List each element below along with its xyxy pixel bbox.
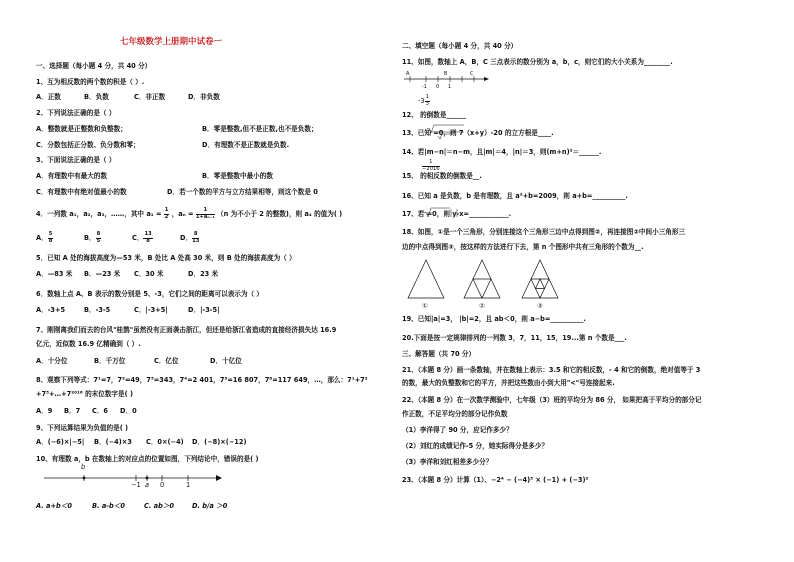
q8-option-a: A．9 — [36, 407, 53, 415]
question-5: 5．已知 A 处的海拔高度为—53 米，B 处比 A 处高 30 米，则 B 处的海拔高度为（ ） — [36, 254, 296, 262]
question-21-line-1: 21、（本题 8 分）画一条数轴，并在数轴上表示：3.5 和它的相反数，- 4 和它的倒数，绝对值等于 3 — [402, 366, 701, 374]
q1-option-a: A．正数 — [36, 93, 61, 101]
q10-axis-label-0: 0 — [160, 481, 165, 489]
section-answer-heading: 三、解答题（共 70 分） — [402, 350, 476, 358]
q10-option-c: C. ab＞0 — [144, 502, 174, 510]
q11-point-a: A — [406, 71, 410, 77]
q10-number-line — [44, 470, 244, 494]
q5-option-a: A．—83 米 — [36, 270, 73, 278]
section-choice-heading: 一、选择题（每小题 4 分，共 40 分） — [36, 62, 152, 70]
q7-option-b: B．千万位 — [94, 357, 126, 365]
q1-option-d: D．非负数 — [188, 93, 220, 101]
question-6: 6．数轴上点 A、B 表示的数分别是 5、-3，它们之间的距离可以表示为（ ） — [36, 290, 264, 298]
question-10: 10、有理数 a，b 在数轴上的对应点的位置如图，下列结论中，错误的是( ) — [36, 455, 259, 463]
q4-option-b: B． $\frac{8}{5}$ — [84, 231, 101, 244]
q7-option-a: A．十分位 — [36, 357, 68, 365]
q7-option-d: D．十亿位 — [210, 357, 242, 365]
question-8-line-1: 8、观察下列等式：7¹=7，7²=49，7³=343，7⁴=2 401，7⁵=16 807，7⁶=117 649，…，那么：7¹+7² — [36, 376, 368, 384]
q10-axis-label-a: a — [145, 481, 150, 489]
question-2: 2、下列说法正确的是（ ） — [36, 109, 116, 117]
q4-text-mid: ，aₙ = — [171, 210, 194, 219]
question-1: 1、互为相反数的两个数的积是（ ）. — [36, 78, 145, 86]
question-8-line-2: +7³+…+7²⁰¹⁶ 的末位数字是( ) — [36, 390, 133, 398]
question-4 — [36, 208, 342, 220]
question-19: 19、已知|a|=3， |b|=2，且 ab＜0，则 a−b=__________. — [402, 315, 586, 323]
question-23: 23、（本题 8 分）计算（1）、−2⁴ − (−4)³ × (−1) + (−3)² — [402, 476, 589, 484]
question-22-part-2: （2）刘红的成绩记作-5 分，她实际得分是多少？ — [402, 442, 549, 450]
q11-tick-1: 1 — [448, 84, 452, 90]
q3-option-b: B．零是整数中最小的数 — [202, 172, 273, 180]
question-18-line-2: 边的中点得到图③，按这样的方法进行下去，第 n 个图形中共有三角形的个数为__. — [402, 243, 644, 251]
q13-radical-expression — [426, 124, 466, 140]
q10-axis-label-1: 1 — [186, 481, 191, 489]
question-11: 11、如图，数轴上 A，B，C 三点表示的数分别为 a，b，c，则它们的大小关系为________. — [402, 58, 673, 66]
q9-option-a: A．(−6)×|−5| — [36, 438, 85, 446]
q15-fraction: $\frac{1}{-2016}$ — [422, 159, 440, 172]
question-20: 20.下面是按一定规律排列的一列数 3，7，11，15，19...第 n 个数是___. — [402, 334, 627, 342]
q9-option-b: B．(−4)×3 — [94, 438, 132, 446]
q18-figure-label-1: ① — [422, 302, 428, 310]
q5-option-d: D．23 米 — [188, 270, 219, 278]
q6-option-b: B．-3-5 — [84, 306, 111, 314]
q10-option-a: A. a+b＜0 — [36, 502, 72, 510]
q6-option-a: A．-3+5 — [36, 306, 66, 314]
question-14: 14、若|m−n|＝n−m，且|m|＝4，|n|＝3，则(m+n)²＝______. — [402, 148, 602, 156]
question-3: 3、下面说法正确的是（ ） — [36, 156, 116, 164]
q4-option-d: D． $\frac{8}{13}$ — [180, 231, 200, 244]
q2-option-d: D．有理数不是正数就是负数. — [202, 141, 290, 149]
q18-figure-label-2: ② — [479, 302, 485, 310]
q8-option-c: C．6 — [92, 407, 109, 415]
q5-option-b: B．—23 米 — [84, 270, 121, 278]
q3-option-d: D．若一个数的平方与立方结果相等，则这个数是 0 — [167, 188, 318, 196]
q3-option-c: C．有理数中有绝对值最小的数 — [36, 188, 127, 196]
q4-fraction-a1: $\frac{1}{2}$ — [164, 207, 169, 220]
q11-point-c: C — [470, 71, 474, 77]
q2-option-a: A．整数就是正整数和负整数； — [36, 125, 127, 133]
q8-option-d: D．0 — [120, 407, 137, 415]
question-18-line-1: 18、如图，①是一个三角形，分别连接这个三角形三边中点得到图②，再连接图②中间小三角形三 — [402, 228, 686, 236]
q9-option-c: C．0×(−4) — [146, 438, 184, 446]
q6-option-d: D．|-3-5| — [188, 306, 220, 314]
q10-option-d: D. b/a ＞0 — [192, 502, 228, 510]
section-fill-heading: 二、填空题（每小题 4 分，共 40 分） — [402, 42, 518, 50]
q12-expression: -3 $\frac{1}{3}$ — [418, 94, 429, 107]
q11-tick-0: 0 — [436, 84, 440, 90]
question-7-line-2: 亿元，近似数 16.9 亿精确到（ ）. — [36, 340, 141, 348]
page-title: 七年级数学上册期中试卷一 — [120, 37, 223, 47]
q1-option-c: C．非正数 — [134, 93, 166, 101]
q10-option-b: B. a-b＜0 — [92, 502, 125, 510]
question-22-part-1: （1）李洋得了 90 分，应记作多少？ — [402, 426, 513, 434]
question-21-line-2: 的数，最大的负整数和它的平方，并把这些数由小到大用"<"号连接起来. — [402, 379, 615, 387]
q4-option-a: A． $\frac{5}{8}$ — [36, 231, 53, 244]
question-15: 15、 的相反数的倒数是__. — [402, 172, 482, 180]
q18-triangle-figures — [406, 258, 566, 300]
q3-option-a: A．有理数中有最大的数 — [36, 172, 108, 180]
q4-fraction-an: $\frac{1}{\text{1+aₙ₋₁}}$ — [195, 207, 215, 220]
q11-tick-neg1: -1 — [422, 84, 427, 90]
q18-figure-label-3: ③ — [537, 302, 543, 310]
q4-option-c: C． $\frac{13}{8}$ — [132, 231, 152, 244]
q1-option-b: B．负数 — [84, 93, 109, 101]
q5-option-c: C．30 米 — [134, 270, 164, 278]
q4-text-end: （n 为不小于 2 的整数)，则 a₄ 的值为( ) — [217, 210, 343, 219]
q17-radical-expression — [424, 207, 458, 219]
q9-option-d: D．(−8)×(−12) — [192, 438, 247, 446]
q10-axis-label-neg1: −1 — [131, 481, 141, 489]
question-22-line-2: 作正数，不足平均分的部分记作负数 — [402, 410, 508, 418]
question-9: 9、下列运算结果为负值的是( ) — [36, 424, 129, 432]
question-13: 13、已知 =0，则 7（x+y）-20 的立方根是____. — [402, 129, 554, 137]
q6-option-c: C．|-3+5| — [134, 306, 168, 314]
question-7-line-1: 7、刚刚离我们而去的台风"桂鹊"虽然没有正面袭击浙江，但还是给浙江省造成的直接经济损失达 16.9 — [36, 326, 337, 334]
question-17: 17、若 =0，则 y-x=____________. — [402, 210, 512, 218]
question-16: 16、已知 a 是负数，b 是有理数，且 a²+b=2009，则 a+b=__________. — [402, 192, 628, 200]
question-12: 12、 的倒数是______ — [402, 111, 467, 119]
question-22-line-1: 22、（本题 8 分）在一次数学测验中，七年级（3）班的平均分为 86 分， 如果把高于平均分的部分记 — [402, 396, 702, 404]
q2-option-c: C．分数包括正分数、负分数和零； — [36, 141, 140, 149]
q2-option-b: B．零是整数,但不是正数,也不是负数； — [202, 125, 318, 133]
q7-option-c: C．亿位 — [154, 357, 179, 365]
q4-text-start: 4．一列数 a₁，a₂，a₃，……，其中 a₁ = — [36, 210, 162, 219]
q11-point-b: B — [444, 71, 448, 77]
q8-option-b: B．7 — [64, 407, 81, 415]
q10-axis-label-b: b — [81, 463, 86, 471]
question-22-part-3: （3）李洋和刘红相差多少分？ — [402, 458, 493, 466]
